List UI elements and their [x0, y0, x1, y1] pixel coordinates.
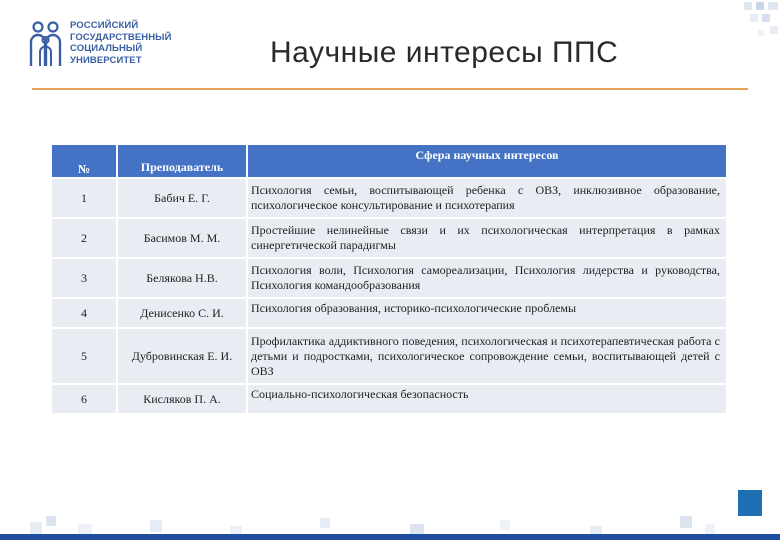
teacher-name: Бабич Е. Г. — [118, 179, 248, 217]
table-row — [52, 259, 726, 297]
table-row — [52, 385, 726, 413]
title-divider — [32, 88, 748, 90]
column-header-sphere: Сфера научных интересов — [248, 145, 726, 177]
row-number: 2 — [52, 219, 118, 257]
research-sphere: Психология образования, историко-психологические проблемы — [248, 299, 726, 327]
research-sphere: Простейшие нелинейные связи и их психологическая интерпретация в рамках синергетической парадигмы — [248, 219, 726, 257]
teacher-name: Денисенко С. И. — [118, 299, 248, 327]
research-interests-table — [52, 143, 726, 415]
research-sphere: Профилактика аддиктивного поведения, психологическая и психотерапевтическая работа с детьми и подростками, психологическое сопровождение семьи, воспитывающей детей с ОВЗ — [248, 329, 726, 383]
row-number: 1 — [52, 179, 118, 217]
column-header-number: № — [52, 145, 118, 177]
bottom-bar — [0, 534, 780, 540]
logo-line: УНИВЕРСИТЕТ — [70, 54, 142, 66]
page-title: Научные интересы ППС — [270, 36, 619, 69]
teacher-name: Дубровинская Е. И. — [118, 329, 248, 383]
column-header-teacher: Преподаватель — [118, 145, 248, 177]
logo-text — [70, 20, 172, 66]
teacher-name: Белякова Н.В. — [118, 259, 248, 297]
teacher-name: Кисляков П. А. — [118, 385, 248, 413]
corner-decoration-top — [700, 0, 780, 60]
teacher-name: Басимов М. М. — [118, 219, 248, 257]
row-number: 6 — [52, 385, 118, 413]
table-row — [52, 179, 726, 217]
logo-emblem-icon — [28, 20, 64, 68]
corner-square — [738, 490, 762, 516]
logo-line: РОССИЙСКИЙ — [70, 20, 139, 31]
research-sphere: Социально-психологическая безопасность — [248, 385, 726, 413]
table-row — [52, 329, 726, 383]
research-sphere: Психология воли, Психология самореализации, Психология лидерства и руководства, Психология командообразования — [248, 259, 726, 297]
research-sphere: Психология семьи, воспитывающей ребенка с ОВЗ, инклюзивное образование, психологическое консультирование и психотерапия — [248, 179, 726, 217]
table-row — [52, 299, 726, 327]
table-row — [52, 219, 726, 257]
logo-line: СОЦИАЛЬНЫЙ — [70, 43, 143, 54]
table-header-row — [52, 145, 726, 177]
logo-line: ГОСУДАРСТВЕННЫЙ — [70, 31, 172, 43]
university-logo — [28, 20, 172, 68]
row-number: 5 — [52, 329, 118, 383]
row-number: 4 — [52, 299, 118, 327]
row-number: 3 — [52, 259, 118, 297]
